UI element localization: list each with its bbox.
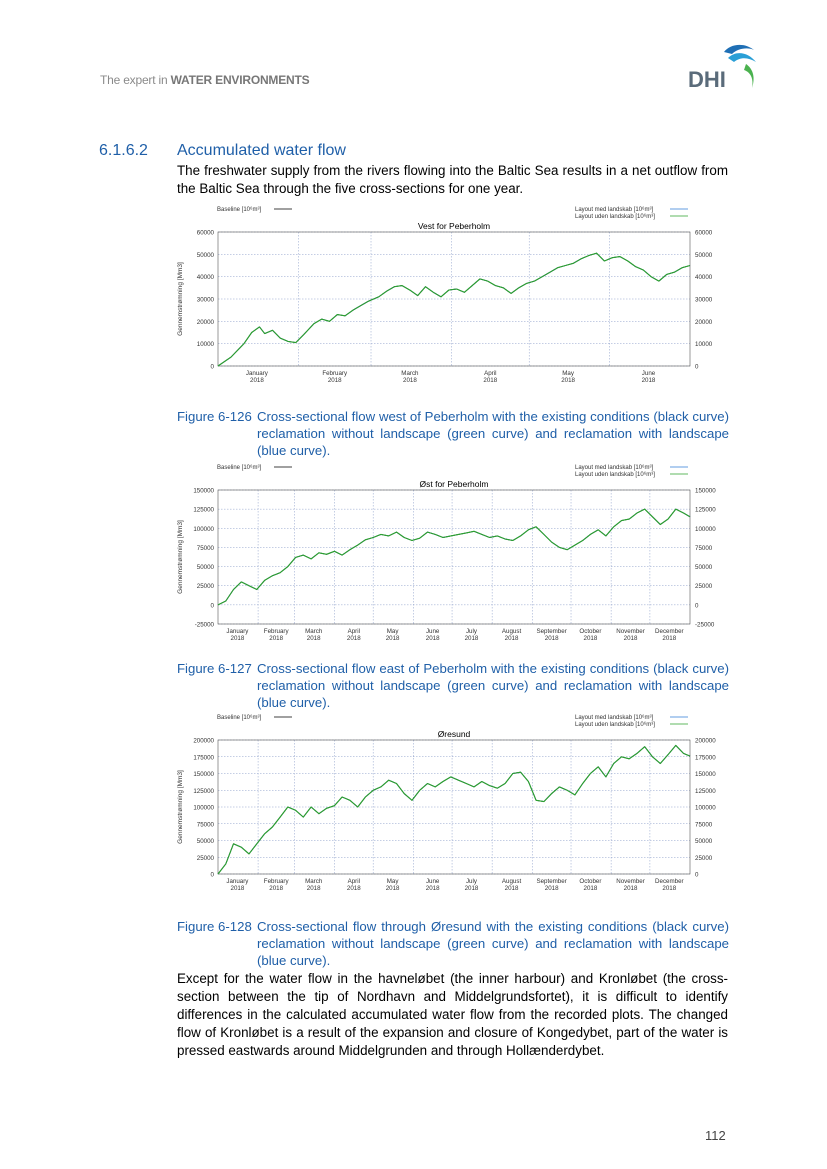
x-tick-year-label: 2018 (327, 377, 342, 384)
y-tick-label-right: 125000 (695, 787, 716, 795)
y-tick-label-left: 0 (210, 871, 214, 879)
y-tick-label-left: 20000 (196, 318, 214, 326)
chart-oresund (170, 708, 730, 898)
x-tick-year-label: 2018 (544, 635, 559, 642)
y-tick-label-right: 100000 (695, 525, 716, 533)
x-tick-year-label: 2018 (269, 635, 284, 642)
x-tick-year-label: 2018 (230, 635, 245, 642)
chart-vest-for-peberholm (170, 200, 730, 390)
y-tick-label-left: -25000 (194, 621, 214, 629)
y-tick-label-right: 200000 (695, 737, 716, 745)
y-tick-label-left: 175000 (193, 754, 214, 762)
x-tick-label: June (425, 628, 440, 635)
dhi-logo (688, 42, 760, 90)
y-axis-label: Gennemstrømning [Mm3] (177, 262, 184, 336)
y-tick-label-right: 125000 (695, 506, 716, 514)
y-tick-label-left: 125000 (193, 506, 214, 514)
caption-number: Figure 6-126 (177, 409, 252, 424)
chart-ost-for-peberholm (170, 458, 730, 648)
x-tick-year-label: 2018 (483, 377, 498, 384)
x-tick-label: May (386, 628, 399, 635)
caption-number: Figure 6-128 (177, 919, 252, 934)
series-without-landscape-line (218, 509, 690, 605)
x-tick-label: July (465, 628, 477, 635)
y-tick-label-left: 25000 (196, 583, 214, 591)
legend-baseline-label: Baseline [10⁶m³] (217, 465, 262, 471)
y-tick-label-right: 150000 (695, 771, 716, 778)
x-tick-year-label: 2018 (623, 635, 638, 642)
x-tick-year-label: 2018 (464, 885, 479, 892)
logo-wave-icon (724, 45, 754, 54)
y-tick-label-right: 75000 (695, 821, 713, 829)
x-tick-label: April (484, 370, 497, 377)
y-axis-label: Gennemstrømning [Mm3] (177, 520, 184, 594)
y-tick-label-right: 30000 (695, 296, 713, 304)
x-tick-label: August (501, 628, 522, 635)
legend-without-landscape-label: Layout uden landskab [10⁶m³] (575, 722, 655, 728)
y-tick-label-left: 75000 (196, 821, 214, 829)
y-tick-label-left: 50000 (196, 251, 214, 259)
y-tick-label-right: -25000 (695, 621, 715, 629)
body-paragraph: Except for the water flow in the havneløbet (the inner harbour) and Kronløbet (the cross-section between the tip of Nordhavn and Middelgrundsfortet), it is difficult to identify differences in the calculated accumulated water flow from the recorded plots. The changed flow of Kronløbet is a result of the expansion and closure of Kongedybet, part of the water is pressed eastwards around Middelgrunden and through Hollænderdybet. (177, 971, 728, 1058)
y-tick-label-right: 0 (695, 871, 699, 879)
legend-without-landscape-label: Layout uden landskab [10⁶m³] (575, 214, 655, 220)
logo-text: DHI (688, 67, 726, 90)
x-tick-year-label: 2018 (641, 377, 656, 384)
y-tick-label-left: 0 (210, 602, 214, 610)
series-without-landscape-line (218, 253, 690, 366)
y-tick-label-left: 150000 (193, 487, 214, 495)
y-tick-label-left: 75000 (196, 544, 214, 552)
section-number: 6.1.6.2 (99, 142, 148, 159)
intro-paragraph: The freshwater supply from the rivers flowing into the Baltic Sea results in a net outflow from the Baltic Sea through the five cross-sections for one year. (177, 163, 728, 196)
x-tick-year-label: 2018 (306, 635, 321, 642)
header-tagline (100, 73, 309, 87)
y-axis-label: Gennemstrømning [Mm3] (177, 770, 184, 844)
series-without-landscape-line (218, 745, 690, 874)
x-tick-label: March (401, 370, 419, 377)
x-tick-label: August (501, 878, 522, 885)
plot-frame (218, 490, 690, 624)
x-tick-year-label: 2018 (269, 885, 284, 892)
y-tick-label-right: 60000 (695, 229, 713, 237)
x-tick-label: December (655, 628, 684, 635)
x-tick-year-label: 2018 (403, 377, 417, 384)
y-tick-label-left: 100000 (193, 804, 214, 812)
series-baseline-line (218, 509, 690, 605)
y-tick-label-right: 25000 (695, 583, 713, 591)
x-tick-year-label: 2018 (425, 635, 440, 642)
y-tick-label-left: 40000 (196, 274, 214, 282)
x-tick-year-label: 2018 (346, 635, 361, 642)
x-tick-label: April (347, 878, 360, 885)
x-tick-year-label: 2018 (306, 885, 321, 892)
x-tick-year-label: 2018 (464, 635, 479, 642)
x-tick-year-label: 2018 (250, 377, 264, 384)
x-tick-year-label: 2018 (425, 885, 440, 892)
legend-without-landscape-label: Layout uden landskab [10⁶m³] (575, 472, 655, 478)
caption-number: Figure 6-127 (177, 661, 252, 676)
x-tick-year-label: 2018 (504, 885, 519, 892)
x-tick-year-label: 2018 (583, 635, 598, 642)
y-tick-label-left: 125000 (193, 787, 214, 795)
series-baseline-line (218, 253, 690, 366)
y-tick-label-left: 10000 (196, 341, 214, 349)
x-tick-year-label: 2018 (346, 885, 361, 892)
x-tick-year-label: 2018 (544, 885, 559, 892)
y-tick-label-right: 20000 (695, 318, 713, 326)
series-with-landscape-line (218, 253, 690, 366)
x-tick-label: April (347, 628, 360, 635)
x-tick-label: February (322, 370, 348, 377)
y-tick-label-left: 200000 (193, 737, 214, 745)
x-tick-label: May (386, 878, 399, 885)
x-tick-label: November (616, 878, 645, 885)
plot-frame (218, 232, 690, 366)
caption-text: Cross-sectional flow through Øresund with the existing conditions (black curve) reclamation without landscape (green curve) and reclamation with landscape (blue curve). (257, 919, 729, 968)
y-tick-label-left: 60000 (196, 229, 214, 237)
x-tick-label: February (263, 878, 289, 885)
page-number: 112 (705, 1128, 726, 1143)
y-tick-label-right: 75000 (695, 544, 713, 552)
x-tick-label: June (425, 878, 440, 885)
y-tick-label-right: 40000 (695, 274, 713, 282)
legend-with-landscape-label: Layout med landskab [10⁶m³] (575, 207, 654, 213)
figure-caption-127 (177, 660, 729, 711)
x-tick-label: May (562, 370, 574, 377)
x-tick-label: October (579, 878, 602, 885)
x-tick-label: March (305, 628, 323, 635)
y-tick-label-right: 50000 (695, 838, 713, 845)
x-tick-label: January (226, 878, 249, 885)
y-tick-label-left: 150000 (193, 771, 214, 778)
x-tick-year-label: 2018 (583, 885, 598, 892)
figure-caption-128 (177, 918, 729, 969)
x-tick-year-label: 2018 (662, 885, 677, 892)
x-tick-label: July (465, 878, 477, 885)
logo-wave-icon-2 (728, 53, 756, 62)
x-tick-label: February (263, 628, 289, 635)
x-tick-label: November (616, 628, 645, 635)
y-tick-label-left: 50000 (196, 564, 214, 572)
y-tick-label-right: 25000 (695, 854, 713, 862)
x-tick-label: September (536, 878, 567, 885)
legend-with-landscape-label: Layout med landskab [10⁶m³] (575, 715, 654, 721)
y-tick-label-right: 100000 (695, 804, 716, 812)
caption-text: Cross-sectional flow west of Peberholm with the existing conditions (black curve) reclamation without landscape (green curve) and reclamation with landscape (blue curve). (257, 409, 729, 458)
chart-title: Øst for Peberholm (419, 479, 489, 489)
x-tick-year-label: 2018 (662, 635, 677, 642)
legend-baseline-label: Baseline [10⁶m³] (217, 207, 262, 213)
y-tick-label-right: 175000 (695, 754, 716, 762)
y-tick-label-left: 0 (210, 363, 214, 371)
figure-caption-126 (177, 408, 729, 459)
y-tick-label-right: 50000 (695, 564, 713, 572)
y-tick-label-left: 25000 (196, 854, 214, 862)
x-tick-year-label: 2018 (504, 635, 519, 642)
legend-with-landscape-label: Layout med landskab [10⁶m³] (575, 465, 654, 471)
chart-title: Vest for Peberholm (417, 221, 491, 231)
x-tick-year-label: 2018 (385, 635, 400, 642)
y-tick-label-right: 0 (695, 602, 699, 610)
x-tick-year-label: 2018 (623, 885, 638, 892)
legend-baseline-label: Baseline [10⁶m³] (217, 715, 262, 721)
y-tick-label-right: 50000 (695, 251, 713, 259)
x-tick-label: December (655, 878, 684, 885)
x-tick-label: January (245, 370, 268, 377)
logo-leaf-icon (744, 64, 754, 88)
y-tick-label-left: 100000 (193, 525, 214, 533)
y-tick-label-right: 10000 (695, 341, 713, 349)
series-with-landscape-line (218, 509, 690, 605)
x-tick-label: June (641, 370, 656, 377)
series-with-landscape-line (218, 745, 690, 874)
chart-title: Øresund (437, 729, 471, 739)
y-tick-label-left: 30000 (196, 296, 214, 304)
x-tick-label: September (536, 628, 567, 635)
series-baseline-line (218, 745, 690, 874)
y-tick-label-right: 150000 (695, 487, 716, 495)
x-tick-label: January (226, 628, 249, 635)
x-tick-year-label: 2018 (385, 885, 400, 892)
x-tick-year-label: 2018 (230, 885, 245, 892)
x-tick-label: October (579, 628, 602, 635)
caption-text: Cross-sectional flow east of Peberholm with the existing conditions (black curve) reclamation without landscape (green curve) and reclamation with landscape (blue curve). (257, 661, 729, 710)
y-tick-label-right: 0 (695, 363, 699, 371)
x-tick-label: March (305, 878, 323, 885)
section-title: Accumulated water flow (177, 142, 346, 159)
tagline-bold: WATER ENVIRONMENTS (170, 73, 310, 87)
tagline-prefix: The expert in (100, 73, 171, 87)
x-tick-year-label: 2018 (561, 377, 575, 384)
y-tick-label-left: 50000 (196, 838, 214, 845)
